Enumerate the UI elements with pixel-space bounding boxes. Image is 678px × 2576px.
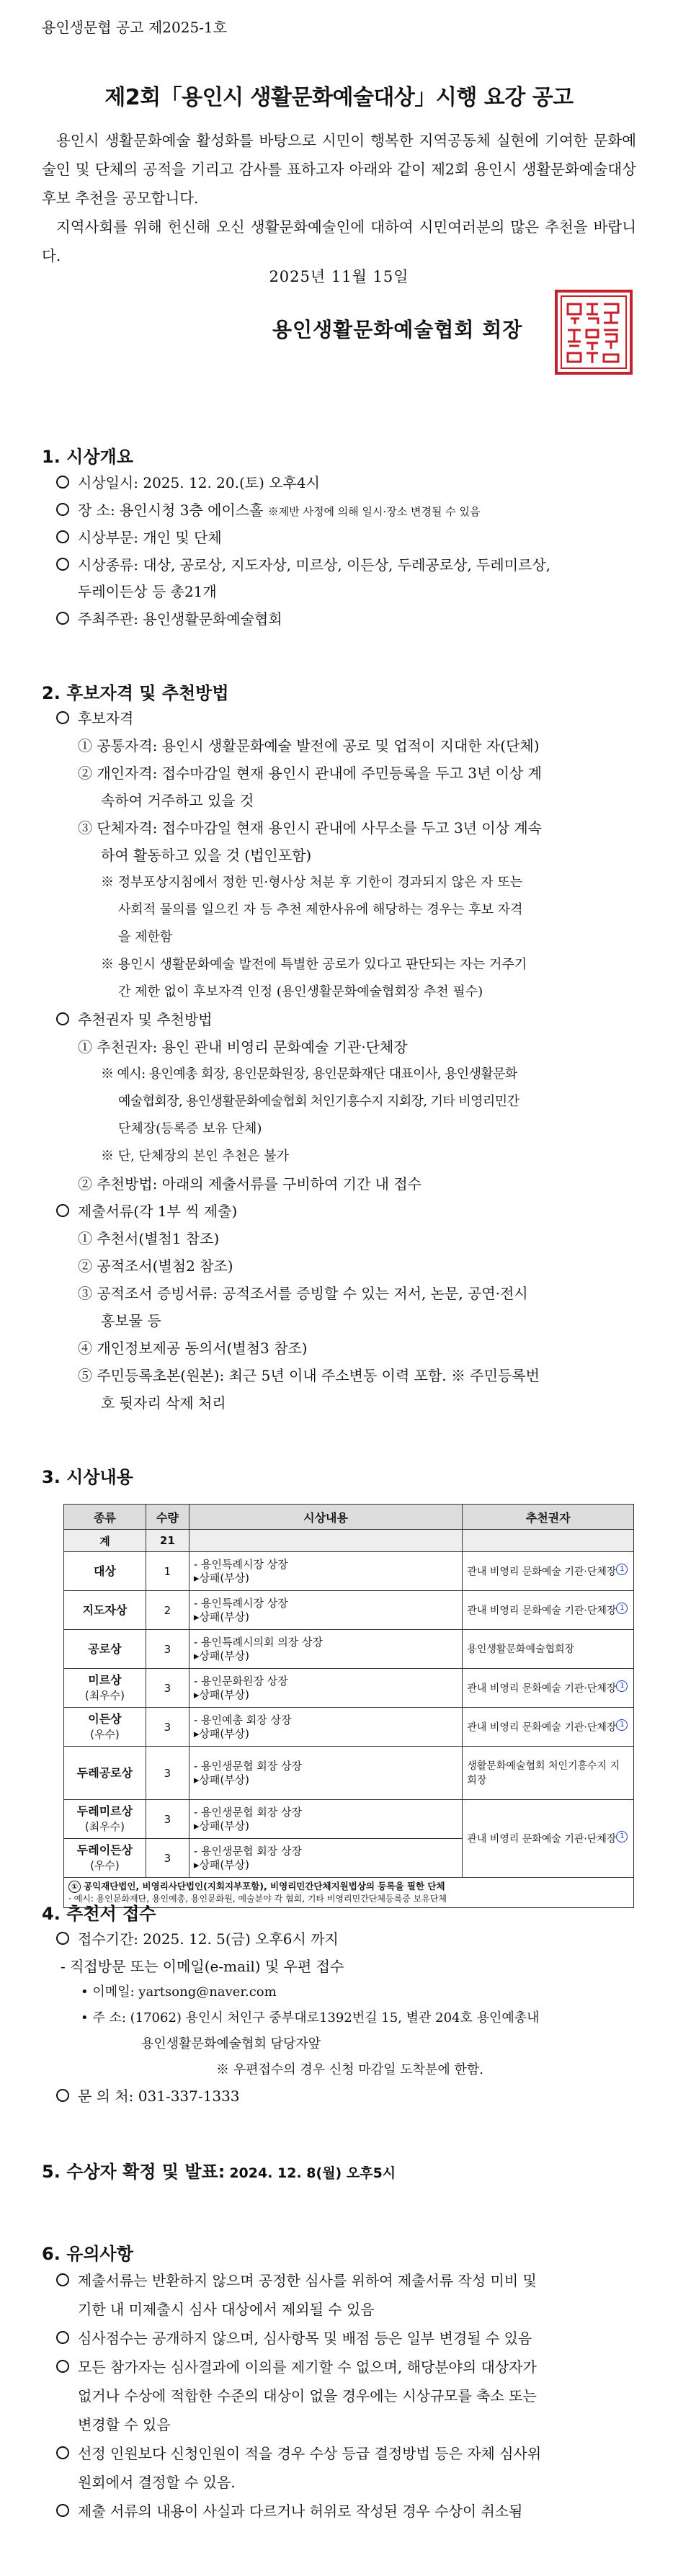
award-recommender: 관내 비영리 문화예술 기관·단체장 1 — [463, 1591, 634, 1630]
note-line: ※ 용인시 생활문화예술 발전에 특별한 공로가 있다고 판단되는 자는 거주기 — [101, 957, 527, 972]
footnote-marker-icon: 1 — [616, 1603, 628, 1614]
note-line-continued: 예술협회장, 용인생활문화예술협회 처인기흥수지 지회장, 기타 비영리민간 — [118, 1094, 519, 1109]
table-row — [64, 1708, 634, 1747]
list-item: 추천권자 및 추천방법 — [56, 1009, 213, 1030]
award-count: 2 — [146, 1591, 189, 1630]
list-item: 선정 인원보다 신청인원이 적을 경우 수상 등급 결정방법 등은 자체 심사위 — [56, 2443, 541, 2464]
circle-bullet-icon — [56, 711, 69, 724]
note-line-continued: 사회적 물의를 일으킨 자 등 추천 제한사유에 해당하는 경우는 후보 자격 — [118, 902, 523, 917]
circle-bullet-icon — [56, 2360, 69, 2373]
award-content: - 용인특례시장 상장 ▸상패(부상) — [189, 1552, 462, 1591]
table-header: 시상내용 — [189, 1505, 462, 1530]
section-title: 5. 수상자 확정 및 발표: 2024. 12. 8(월) 오후5시 — [42, 2162, 396, 2182]
footnote-marker-icon: 1 — [616, 1719, 628, 1731]
section-title: 1. 시상개요 — [42, 447, 133, 467]
award-name: 두레이든상 (우수) — [64, 1839, 146, 1878]
table-header: 추천권자 — [463, 1505, 634, 1530]
award-recommender: 용인생활문화예술협회장 — [463, 1630, 634, 1669]
table-header: 수량 — [146, 1505, 189, 1530]
list-item-continued: 원회에서 결정할 수 있음. — [78, 2474, 236, 2491]
table-row — [64, 1591, 634, 1630]
list-item: ③ 공적조서 증빙서류: 공적조서를 증빙할 수 있는 저서, 논문, 공연·전시 — [78, 1285, 528, 1302]
list-item-continued: 하여 활동하고 있을 것 (법인포함) — [101, 847, 312, 864]
list-item: - 직접방문 또는 이메일(e-mail) 및 우편 접수 — [61, 1958, 344, 1975]
circle-bullet-icon — [56, 476, 69, 489]
award-name: 미르상 (최우수) — [64, 1669, 146, 1708]
table-row — [64, 1552, 634, 1591]
award-name: 지도자상 — [64, 1591, 146, 1630]
award-count: 3 — [146, 1800, 189, 1839]
award-content: - 용인생문협 회장 상장 ▸상패(부상) — [189, 1800, 462, 1839]
list-item: 시상일시: 2025. 12. 20.(토) 오후4시 — [56, 472, 320, 494]
table-row-total — [64, 1530, 634, 1552]
award-content: - 용인생문협 회장 상장 ▸상패(부상) — [189, 1839, 462, 1878]
section-title: 2. 후보자격 및 추천방법 — [42, 683, 229, 703]
circle-bullet-icon — [56, 558, 69, 571]
circle-bullet-icon — [56, 1204, 69, 1217]
table-header: 종류 — [64, 1505, 146, 1530]
list-item: 제출 서류의 내용이 사실과 다르거나 허위로 작성된 경우 수상이 취소됨 — [56, 2500, 523, 2522]
table-row — [64, 1800, 634, 1839]
circle-bullet-icon — [56, 2446, 69, 2459]
list-item: ② 공적조서(별첨2 참조) — [78, 1257, 233, 1275]
award-recommender: 관내 비영리 문화예술 기관·단체장 1 — [463, 1552, 634, 1591]
award-name: 공로상 — [64, 1630, 146, 1669]
list-item: 후보자격 — [56, 708, 133, 729]
footnote-marker-icon: 1 — [616, 1564, 628, 1575]
award-count: 3 — [146, 1630, 189, 1669]
table-cell: 21 — [146, 1530, 189, 1552]
list-item: 주최주관: 용인생활문화예술협회 — [56, 608, 282, 630]
award-count: 3 — [146, 1747, 189, 1800]
section-title: 4. 추천서 접수 — [42, 1904, 156, 1924]
list-item: ① 공통자격: 용인시 생활문화예술 발전에 공로 및 업적이 지대한 자(단체) — [78, 737, 540, 754]
list-item: ① 추천서(별첨1 참조) — [78, 1230, 220, 1247]
organization-signature: 용인생활문화예술협회 회장 — [272, 318, 523, 342]
award-table — [63, 1504, 634, 1908]
list-item: ④ 개인정보제공 동의서(별첨3 참조) — [78, 1340, 308, 1357]
note-line-continued: 간 제한 없이 후보자격 인정 (용인생활문화예술협회장 추천 필수) — [118, 984, 483, 999]
table-row — [64, 1630, 634, 1669]
list-item-continued: 호 뒷자리 삭제 처리 — [101, 1394, 226, 1412]
award-name: 두레미르상 (최우수) — [64, 1800, 146, 1839]
award-content: - 용인예총 회장 상장 ▸상패(부상) — [189, 1708, 462, 1747]
list-item: ② 추천방법: 아래의 제출서류를 구비하여 기간 내 접수 — [78, 1175, 421, 1193]
list-item-continued: 두레이든상 등 총21개 — [78, 583, 217, 600]
note-line: ※ 단, 단체장의 본인 추천은 불가 — [101, 1149, 289, 1164]
note-line-continued: 단체장(등록증 보유 단체) — [118, 1121, 262, 1136]
circle-bullet-icon — [56, 2089, 69, 2102]
circle-bullet-icon — [56, 530, 69, 543]
circle-bullet-icon — [56, 2331, 69, 2344]
table-cell: 계 — [64, 1530, 146, 1552]
list-item: 문 의 처: 031-337-1333 — [56, 2085, 240, 2107]
list-item: ⑤ 주민등록초본(원본): 최근 5년 이내 주소변동 이력 포함. ※ 주민등록번 — [78, 1367, 540, 1384]
list-item: 모든 참가자는 심사결과에 이의를 제기할 수 없으며, 해당분야의 대상자가 — [56, 2356, 537, 2378]
award-count: 3 — [146, 1669, 189, 1708]
list-item: 접수기간: 2025. 12. 5(금) 오후6시 까지 — [56, 1928, 339, 1950]
list-item: • 이메일: yartsong@naver.com — [81, 1984, 277, 2000]
list-item: 제출서류(각 1부 씩 제출) — [56, 1200, 237, 1222]
footnote-marker-icon: 1 — [616, 1831, 628, 1842]
circle-bullet-icon — [56, 1012, 69, 1025]
list-item: 시상종류: 대상, 공로상, 지도자상, 미르상, 이든상, 두레공로상, 두레미르상, — [56, 554, 550, 576]
table-row — [64, 1669, 634, 1708]
official-seal-icon — [553, 288, 634, 376]
award-name: 두레공로상 — [64, 1747, 146, 1800]
table-row — [64, 1747, 634, 1800]
list-item: ③ 단체자격: 접수마감일 현재 용인시 관내에 사무소를 두고 3년 이상 계속 — [78, 819, 542, 837]
award-name: 대상 — [64, 1552, 146, 1591]
list-item-continued: 없거나 수상에 적합한 수준의 대상이 없을 경우에는 시상규모를 축소 또는 — [78, 2387, 537, 2405]
award-count: 1 — [146, 1552, 189, 1591]
list-item: • 주 소: (17062) 용인시 처인구 중부대로1392번길 15, 별관 204호 용인예총내 — [81, 2010, 540, 2025]
intro-paragraph: 용인시 생활문화예술 활성화를 바탕으로 시민이 행복한 지역공동체 실현에 기여한 문화예술인 및 단체의 공적을 기리고 감사를 표하고자 아래와 같이 제2회 용인시 생활문화예술대상 후보 추천을 공모합니다. — [42, 132, 636, 207]
circle-bullet-icon — [56, 503, 69, 516]
footnote-marker-icon: 1 — [616, 1680, 628, 1692]
circle-bullet-icon — [56, 1932, 69, 1945]
announcement-date: 2024. 12. 8(월) 오후5시 — [229, 2165, 396, 2181]
circle-bullet-icon — [56, 612, 69, 625]
list-item-continued: 용인생활문화예술협회 담당자앞 — [141, 2036, 321, 2051]
document-number: 용인생문협 공고 제2025-1호 — [42, 19, 227, 36]
list-item: ① 추천권자: 용인 관내 비영리 문화예술 기관·단체장 — [78, 1038, 408, 1056]
footnote-marker: ① — [68, 1881, 81, 1893]
list-item: 제출서류는 반환하지 않으며 공정한 심사를 위하여 제출서류 작성 미비 및 — [56, 2270, 537, 2291]
list-item: ② 개인자격: 접수마감일 현재 용인시 관내에 주민등록을 두고 3년 이상 계 — [78, 765, 542, 782]
list-item: 시상부문: 개인 및 단체 — [56, 527, 222, 548]
section-title: 3. 시상내용 — [42, 1467, 133, 1487]
announce-date: 2025년 11월 15일 — [269, 268, 409, 285]
table-footnote: ① 공익재단법인, 비영리사단법인(지회지부포함), 비영리민간단체지원법상의 등록을 필한 단체 · 예시: 용인문화재단, 용인예총, 용인문화원, 예술분야 각 협회, 기타 비영리민간단체등록증 보유단체 — [64, 1878, 634, 1908]
award-content: - 용인특례시장 상장 ▸상패(부상) — [189, 1591, 462, 1630]
intro-paragraph: 지역사회를 위해 헌신해 오신 생활문화예술인에 대하여 시민여러분의 많은 추천을 바랍니다. — [42, 218, 636, 264]
award-content: - 용인생문협 회장 상장 ▸상패(부상) — [189, 1747, 462, 1800]
award-name: 이든상 (우수) — [64, 1708, 146, 1747]
circle-bullet-icon — [56, 2504, 69, 2517]
intro-text — [42, 126, 636, 270]
list-item-continued: 변경할 수 있음 — [78, 2416, 171, 2433]
award-content: - 용인특례시의회 의장 상장 ▸상패(부상) — [189, 1630, 462, 1669]
section-title: 6. 유의사항 — [42, 2244, 133, 2264]
award-recommender: 관내 비영리 문화예술 기관·단체장 1 — [463, 1708, 634, 1747]
list-item-continued: 기한 내 미제출시 심사 대상에서 제외될 수 있음 — [78, 2301, 375, 2318]
list-item: 심사점수는 공개하지 않으며, 심사항목 및 배점 등은 일부 변경될 수 있음 — [56, 2327, 532, 2349]
list-item-continued: 속하여 거주하고 있을 것 — [101, 792, 254, 809]
award-content: - 용인문화원장 상장 ▸상패(부상) — [189, 1669, 462, 1708]
list-item: 장 소: 용인시청 3층 에이스홀 ※제반 사정에 의해 일시·장소 변경될 수 있음 — [56, 499, 481, 522]
note-line: ※ 예시: 용인예총 회장, 용인문화원장, 용인문화재단 대표이사, 용인생활문화 — [101, 1066, 517, 1082]
note-line: ※ 정부포상지침에서 정한 민·형사상 처분 후 기한이 경과되지 않은 자 또는 — [101, 875, 523, 890]
award-recommender: 관내 비영리 문화예술 기관·단체장 1 — [463, 1669, 634, 1708]
note-line-continued: 을 제한함 — [118, 930, 173, 945]
list-item-continued: 홍보물 등 — [101, 1312, 161, 1329]
note-line: ※ 우편접수의 경우 신청 마감일 도착분에 한함. — [216, 2062, 484, 2077]
circle-bullet-icon — [56, 2273, 69, 2286]
page-title: 제2회「용인시 생활문화예술대상」시행 요강 공고 — [104, 85, 574, 110]
award-count: 3 — [146, 1839, 189, 1878]
award-recommender: 관내 비영리 문화예술 기관·단체장 1 — [463, 1800, 634, 1878]
award-recommender: 생활문화예술협회 처인기흥수지 지회장 — [463, 1747, 634, 1800]
award-count: 3 — [146, 1708, 189, 1747]
